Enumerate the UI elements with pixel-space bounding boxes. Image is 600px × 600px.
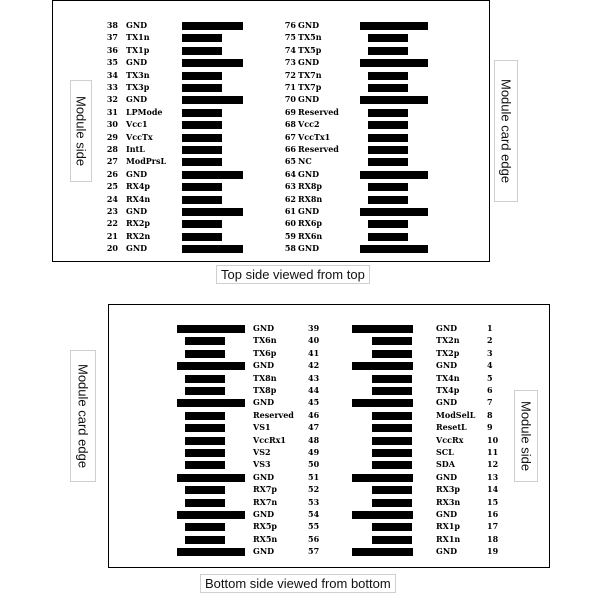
top-right-pin-signal: TX7p <box>298 82 322 92</box>
top-left-pin-number: 21 <box>106 230 118 241</box>
top-left-pin-signal: GND <box>126 206 148 216</box>
bottom-left-pin-signal: RX5n <box>253 533 278 544</box>
top-left-pin-number: 38 <box>106 20 118 30</box>
bottom-right-pin-number: 15 <box>487 496 499 507</box>
top-right-pin-signal: NC <box>298 156 312 167</box>
top-right-ground-pad <box>360 22 428 30</box>
top-right-pin-number: 62 <box>284 193 296 204</box>
top-left-pin-signal: GND <box>126 243 148 254</box>
bottom-right-pin-number: 7 <box>487 397 493 408</box>
top-left-pin-signal: TX1n <box>126 32 150 43</box>
bottom-right-signal-pad <box>372 337 412 345</box>
top-left-pin-number: 28 <box>106 144 118 154</box>
bottom-left-signal-pad <box>185 437 225 445</box>
bottom-left-signal-pad <box>185 375 225 383</box>
top-left-pin-number: 33 <box>106 82 118 92</box>
bottom-right-pin-number: 6 <box>487 385 493 395</box>
top-right-pin-signal: GND <box>298 20 320 30</box>
bottom-right-pin-signal: GND <box>436 471 458 482</box>
top-left-ground-pad <box>182 171 243 179</box>
top-left-tag-label: Module side <box>73 95 89 167</box>
bottom-left-ground-pad <box>177 362 245 370</box>
top-right-pin-signal: Vcc2 <box>298 119 320 130</box>
top-left-pin-number: 34 <box>106 69 118 80</box>
top-left-pin-number: 26 <box>106 168 118 179</box>
top-right-pin-number: 67 <box>284 131 296 142</box>
bottom-left-pin-signal: VS3 <box>253 459 271 470</box>
top-right-signal-pad <box>368 220 408 228</box>
bottom-left-pin-signal: TX6n <box>253 335 277 346</box>
bottom-right-pin-number: 4 <box>487 360 493 371</box>
bottom-left-pin-number: 45 <box>308 397 320 408</box>
bottom-left-pin-signal: TX8p <box>253 385 277 395</box>
bottom-right-signal-pad <box>372 486 412 494</box>
top-right-pin-number: 59 <box>284 230 296 241</box>
bottom-left-pin-number: 39 <box>308 323 320 333</box>
top-right-pin-number: 60 <box>284 218 296 229</box>
bottom-right-pin-number: 12 <box>487 459 499 470</box>
top-left-pin-number: 20 <box>106 243 118 254</box>
top-right-pin-signal: GND <box>298 94 320 105</box>
bottom-right-pin-number: 11 <box>487 447 499 457</box>
top-right-signal-pad <box>368 196 408 204</box>
bottom-right-signal-pad <box>372 449 412 457</box>
top-left-signal-pad <box>182 134 222 142</box>
bottom-right-pin-number: 19 <box>487 546 499 557</box>
top-right-ground-pad <box>360 208 428 216</box>
bottom-right-signal-pad <box>372 523 412 531</box>
top-left-pin-number: 22 <box>106 218 118 229</box>
bottom-right-pin-signal: SDA <box>436 459 455 470</box>
bottom-left-pin-signal: TX6p <box>253 347 277 358</box>
bottom-right-pin-signal: SCL <box>436 447 454 457</box>
bottom-right-tag-label: Module side <box>518 400 534 472</box>
bottom-right-signal-pad <box>372 437 412 445</box>
bottom-left-pin-signal: TX8n <box>253 372 277 383</box>
top-right-pin-signal: RX8n <box>298 193 323 204</box>
bottom-left-signal-pad <box>185 424 225 432</box>
top-left-signal-pad <box>182 158 222 166</box>
top-right-pin-number: 63 <box>284 181 296 192</box>
top-left-ground-pad <box>182 96 243 104</box>
bottom-left-signal-pad <box>185 412 225 420</box>
bottom-right-pin-number: 14 <box>487 484 499 495</box>
top-right-pin-number: 66 <box>284 144 296 154</box>
bottom-left-pin-signal: GND <box>253 360 275 371</box>
top-left-pin-signal: ModPrsL <box>126 156 167 167</box>
bottom-left-pin-number: 43 <box>308 372 320 383</box>
bottom-right-pin-number: 17 <box>487 521 499 532</box>
bottom-left-pin-number: 42 <box>308 360 320 371</box>
bottom-right-signal-pad <box>372 387 412 395</box>
bottom-right-signal-pad <box>372 350 412 358</box>
top-left-pin-signal: GND <box>126 20 148 30</box>
bottom-left-pin-signal: RX5p <box>253 521 278 532</box>
bottom-caption-text: Bottom side viewed from bottom <box>205 576 391 591</box>
top-left-pin-signal: GND <box>126 94 148 105</box>
top-left-pin-number: 37 <box>106 32 118 43</box>
bottom-left-signal-pad <box>185 486 225 494</box>
bottom-right-signal-pad <box>372 375 412 383</box>
top-left-pin-number: 27 <box>106 156 118 167</box>
top-left-pin-number: 24 <box>106 193 118 204</box>
bottom-caption <box>200 574 396 593</box>
bottom-right-pin-signal: GND <box>436 546 458 557</box>
bottom-left-signal-pad <box>185 337 225 345</box>
bottom-left-pin-signal: RX7n <box>253 496 278 507</box>
bottom-right-pin-signal: RX3p <box>436 484 461 495</box>
bottom-right-ground-pad <box>352 399 413 407</box>
top-right-pin-signal: GND <box>298 206 320 216</box>
top-right-signal-pad <box>368 183 408 191</box>
top-right-pin-number: 61 <box>284 206 296 216</box>
top-right-pin-signal: TX5n <box>298 32 322 43</box>
top-right-signal-pad <box>368 109 408 117</box>
bottom-left-pin-number: 44 <box>308 385 320 395</box>
bottom-left-pin-signal: GND <box>253 323 275 333</box>
top-right-pin-signal: GND <box>298 57 320 68</box>
top-right-ground-pad <box>360 59 428 67</box>
top-left-pin-signal: RX4n <box>126 193 151 204</box>
bottom-right-pin-signal: ModSelL <box>436 409 476 420</box>
bottom-right-signal-pad <box>372 461 412 469</box>
bottom-right-signal-pad <box>372 536 412 544</box>
top-right-signal-pad <box>368 233 408 241</box>
bottom-left-ground-pad <box>177 325 245 333</box>
bottom-right-pin-number: 9 <box>487 422 493 433</box>
bottom-right-pin-number: 3 <box>487 347 493 358</box>
bottom-left-pin-number: 47 <box>308 422 320 433</box>
bottom-right-ground-pad <box>352 511 413 519</box>
bottom-right-pin-number: 10 <box>487 434 499 445</box>
top-right-pin-signal: TX7n <box>298 69 322 80</box>
top-right-pin-number: 72 <box>284 69 296 80</box>
top-right-ground-pad <box>360 245 428 253</box>
top-right-pin-number: 68 <box>284 119 296 130</box>
top-left-signal-pad <box>182 34 222 42</box>
top-right-signal-pad <box>368 121 408 129</box>
bottom-left-pin-signal: GND <box>253 471 275 482</box>
top-left-signal-pad <box>182 121 222 129</box>
bottom-left-signal-pad <box>185 499 225 507</box>
top-left-pin-signal: TX3n <box>126 69 150 80</box>
bottom-left-ground-pad <box>177 511 245 519</box>
top-right-signal-pad <box>368 47 408 55</box>
bottom-right-pin-signal: RX1n <box>436 533 461 544</box>
bottom-left-pin-number: 40 <box>308 335 320 346</box>
bottom-left-pin-number: 57 <box>308 546 320 557</box>
top-right-signal-pad <box>368 158 408 166</box>
top-left-pin-signal: VccTx <box>126 131 153 142</box>
bottom-right-pin-signal: GND <box>436 509 458 519</box>
top-right-pin-signal: Reserved <box>298 106 339 117</box>
bottom-right-pin-signal: RX1p <box>436 521 461 532</box>
top-left-pin-number: 36 <box>106 44 118 55</box>
top-left-signal-pad <box>182 109 222 117</box>
top-left-pin-signal: TX1p <box>126 44 150 55</box>
bottom-right-ground-pad <box>352 362 413 370</box>
top-right-pin-signal: RX8p <box>298 181 323 192</box>
top-left-pin-number: 29 <box>106 131 118 142</box>
bottom-left-pin-number: 41 <box>308 347 320 358</box>
bottom-right-pin-signal: RX3n <box>436 496 461 507</box>
bottom-left-pin-signal: VccRx1 <box>253 434 286 445</box>
bottom-right-pin-number: 16 <box>487 509 499 519</box>
bottom-left-pin-signal: GND <box>253 397 275 408</box>
top-right-pin-number: 69 <box>284 106 296 117</box>
bottom-right-tag <box>514 390 538 482</box>
bottom-left-ground-pad <box>177 399 245 407</box>
top-left-pin-signal: GND <box>126 57 148 68</box>
top-right-tag-label: Module card edge <box>498 78 514 184</box>
bottom-left-pin-number: 46 <box>308 409 320 420</box>
bottom-right-signal-pad <box>372 499 412 507</box>
top-left-pin-signal: RX2p <box>126 218 151 229</box>
bottom-right-pin-number: 8 <box>487 409 493 420</box>
top-right-signal-pad <box>368 34 408 42</box>
bottom-left-pin-signal: RX7p <box>253 484 278 495</box>
bottom-left-pin-number: 53 <box>308 496 320 507</box>
top-right-signal-pad <box>368 134 408 142</box>
top-left-pin-signal: RX2n <box>126 230 151 241</box>
bottom-left-tag-label: Module card edge <box>75 363 91 469</box>
bottom-left-pin-signal: Reserved <box>253 409 294 420</box>
bottom-left-pin-signal: VS2 <box>253 447 271 457</box>
top-left-signal-pad <box>182 146 222 154</box>
bottom-left-signal-pad <box>185 387 225 395</box>
bottom-right-ground-pad <box>352 325 413 333</box>
bottom-right-pin-number: 2 <box>487 335 493 346</box>
bottom-right-pin-signal: GND <box>436 323 458 333</box>
bottom-left-pin-number: 49 <box>308 447 320 457</box>
bottom-left-signal-pad <box>185 523 225 531</box>
top-right-signal-pad <box>368 72 408 80</box>
top-right-pin-number: 70 <box>284 94 296 105</box>
bottom-left-ground-pad <box>177 548 245 556</box>
top-left-pin-number: 35 <box>106 57 118 68</box>
bottom-left-pin-number: 52 <box>308 484 320 495</box>
top-left-pin-signal: GND <box>126 168 148 179</box>
top-left-ground-pad <box>182 22 243 30</box>
bottom-right-pin-number: 18 <box>487 533 499 544</box>
top-left-ground-pad <box>182 208 243 216</box>
top-right-pin-number: 65 <box>284 156 296 167</box>
bottom-right-ground-pad <box>352 548 413 556</box>
top-left-pin-signal: Vcc1 <box>126 119 148 130</box>
top-right-pin-signal: TX5p <box>298 44 322 55</box>
bottom-right-pin-signal: VccRx <box>436 434 464 445</box>
top-right-signal-pad <box>368 84 408 92</box>
top-left-signal-pad <box>182 183 222 191</box>
bottom-left-ground-pad <box>177 474 245 482</box>
top-left-pin-number: 23 <box>106 206 118 216</box>
bottom-left-pin-number: 55 <box>308 521 320 532</box>
bottom-left-signal-pad <box>185 536 225 544</box>
bottom-right-pin-signal: GND <box>436 397 458 408</box>
bottom-right-pin-number: 5 <box>487 372 493 383</box>
top-left-pin-signal: IntL <box>126 144 145 154</box>
top-left-signal-pad <box>182 220 222 228</box>
top-right-pin-number: 71 <box>284 82 296 92</box>
top-right-pin-signal: RX6p <box>298 218 323 229</box>
bottom-right-pin-signal: TX2n <box>436 335 460 346</box>
bottom-right-pin-signal: TX4n <box>436 372 460 383</box>
top-left-signal-pad <box>182 233 222 241</box>
top-left-signal-pad <box>182 72 222 80</box>
bottom-left-signal-pad <box>185 461 225 469</box>
bottom-right-pin-signal: TX4p <box>436 385 460 395</box>
top-left-pin-signal: LPMode <box>126 106 163 117</box>
bottom-left-pin-number: 56 <box>308 533 320 544</box>
top-left-ground-pad <box>182 59 243 67</box>
top-left-pin-signal: RX4p <box>126 181 151 192</box>
bottom-left-pin-number: 48 <box>308 434 320 445</box>
top-left-ground-pad <box>182 245 243 253</box>
bottom-left-pin-signal: GND <box>253 509 275 519</box>
bottom-right-ground-pad <box>352 474 413 482</box>
top-right-ground-pad <box>360 171 428 179</box>
bottom-right-pin-signal: TX2p <box>436 347 460 358</box>
bottom-left-pin-signal: VS1 <box>253 422 271 433</box>
bottom-right-signal-pad <box>372 412 412 420</box>
top-right-pin-number: 58 <box>284 243 296 254</box>
top-right-pin-number: 75 <box>284 32 296 43</box>
top-right-tag <box>494 60 518 202</box>
top-left-signal-pad <box>182 47 222 55</box>
top-right-ground-pad <box>360 96 428 104</box>
top-right-pin-signal: GND <box>298 243 320 254</box>
bottom-right-pin-signal: GND <box>436 360 458 371</box>
top-left-pin-number: 25 <box>106 181 118 192</box>
bottom-left-tag <box>70 350 96 482</box>
top-left-pin-signal: TX3p <box>126 82 150 92</box>
top-right-pin-signal: Reserved <box>298 144 339 154</box>
top-right-pin-number: 74 <box>284 44 296 55</box>
top-left-signal-pad <box>182 196 222 204</box>
top-right-pin-number: 76 <box>284 20 296 30</box>
bottom-left-pin-signal: GND <box>253 546 275 557</box>
bottom-right-pin-number: 13 <box>487 471 499 482</box>
top-left-pin-number: 30 <box>106 119 118 130</box>
top-left-signal-pad <box>182 84 222 92</box>
bottom-left-pin-number: 51 <box>308 471 320 482</box>
top-right-pin-signal: VccTx1 <box>298 131 331 142</box>
bottom-left-signal-pad <box>185 350 225 358</box>
top-left-pin-number: 32 <box>106 94 118 105</box>
bottom-card-outline <box>108 304 550 568</box>
bottom-right-pin-signal: ResetL <box>436 422 467 433</box>
top-left-pin-number: 31 <box>106 106 118 117</box>
top-right-pin-signal: RX6n <box>298 230 323 241</box>
top-right-pin-signal: GND <box>298 168 320 179</box>
top-right-pin-number: 73 <box>284 57 296 68</box>
bottom-left-signal-pad <box>185 449 225 457</box>
top-right-signal-pad <box>368 146 408 154</box>
bottom-right-pin-number: 1 <box>487 323 493 333</box>
bottom-right-signal-pad <box>372 424 412 432</box>
top-left-tag <box>70 80 92 182</box>
bottom-left-pin-number: 54 <box>308 509 320 519</box>
top-caption-text: Top side viewed from top <box>221 267 365 282</box>
top-caption <box>216 265 370 284</box>
top-right-pin-number: 64 <box>284 168 296 179</box>
bottom-left-pin-number: 50 <box>308 459 320 470</box>
